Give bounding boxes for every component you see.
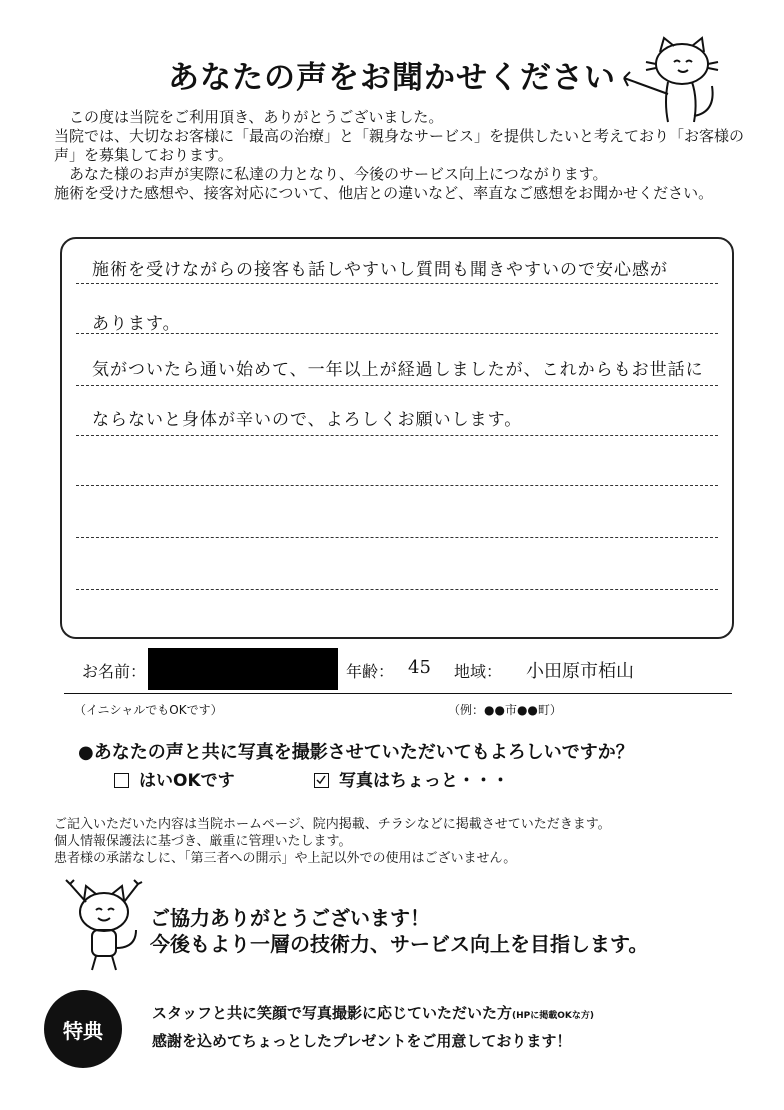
perk-line-1-text: スタッフと共に笑顔で写真撮影に応じていただいた方 (152, 1004, 513, 1022)
intro-line: この度は当院をご利用頂き、ありがとうございました。 (54, 108, 444, 126)
perk-line-1 (152, 1002, 594, 1023)
option-no[interactable] (314, 766, 509, 791)
ruled-line (76, 435, 718, 436)
thanks-line-1: ご協力ありがとうございます！ (150, 906, 430, 930)
comment-line: ならないと身体が辛いので、よろしくお願いします。 (92, 410, 523, 430)
option-yes[interactable] (114, 766, 235, 791)
name-label: お名前： (82, 662, 147, 681)
disclaimer (54, 816, 754, 867)
comment-box (60, 237, 734, 639)
comment-line: 施術を受けながらの接客も話しやすいし質問も聞きやすいので安心感が (92, 260, 668, 280)
disclaimer-line: 患者様の承諾なしに、「第三者への開示」や上記以外での使用はございません。 (54, 851, 517, 866)
intro-line: 当院では、大切なお客様に「最高の治療」と「親身なサービス」を提供したいと考えており「お客様の声」を募集しております。 (54, 127, 745, 164)
intro-line: あなた様のお声が実際に私達の力となり、今後のサービス向上につながります。 (54, 165, 608, 183)
ruled-line (76, 589, 718, 590)
name-redaction (148, 648, 338, 690)
comment-line: 気がついたら通い始めて、一年以上が経過しましたが、これからもお世話に (92, 360, 704, 380)
region-label: 地域： (454, 662, 503, 681)
disclaimer-line: 個人情報保護法に基づき、厳重に管理いたします。 (54, 834, 352, 849)
ruled-line (76, 333, 718, 334)
checkbox-yes[interactable] (114, 773, 129, 788)
page-title: あなたの声をお聞かせください (168, 60, 616, 96)
option-no-label: 写真はちょっと・・・ (339, 771, 509, 791)
thanks-line-2: 今後もより一層の技術力、サービス向上を目指します。 (150, 932, 649, 956)
disclaimer-line: ご記入いただいた内容は当院ホームページ、院内掲載、チラシなどに掲載させていただきます。 (54, 817, 611, 832)
intro-text (54, 108, 744, 203)
photo-question: ●あなたの声と共に写真を撮影させていただいてもよろしいですか？ (78, 742, 634, 763)
option-yes-label: はいOKです (139, 771, 235, 791)
intro-line: 施術を受けた感想や、接客対応について、他店との違いなど、率直なご感想をお聞かせください。 (54, 184, 714, 202)
region-example: （例：●●市●●町） (448, 703, 562, 717)
perk-badge: 特典 (44, 990, 122, 1068)
ruled-line (76, 537, 718, 538)
comment-line: あります。 (92, 314, 181, 334)
ruled-line (76, 385, 718, 386)
initial-note: （イニシャルでもOKです） (74, 703, 223, 717)
cat-mascot-cheering-icon (58, 878, 148, 976)
perk-line-2: 感謝を込めてちょっとしたプレゼントをご用意しております！ (152, 1032, 572, 1050)
checkmark-icon (315, 774, 327, 786)
checkbox-no[interactable] (314, 773, 329, 788)
region-value: 小田原市栢山 (526, 661, 634, 682)
form-underline (64, 693, 732, 694)
age-value: 45 (408, 657, 431, 678)
perk-line-1-small: (HPに掲載OKな方) (512, 1011, 594, 1021)
ruled-line (76, 485, 718, 486)
ruled-line (76, 283, 718, 284)
age-label: 年齢： (346, 662, 395, 681)
